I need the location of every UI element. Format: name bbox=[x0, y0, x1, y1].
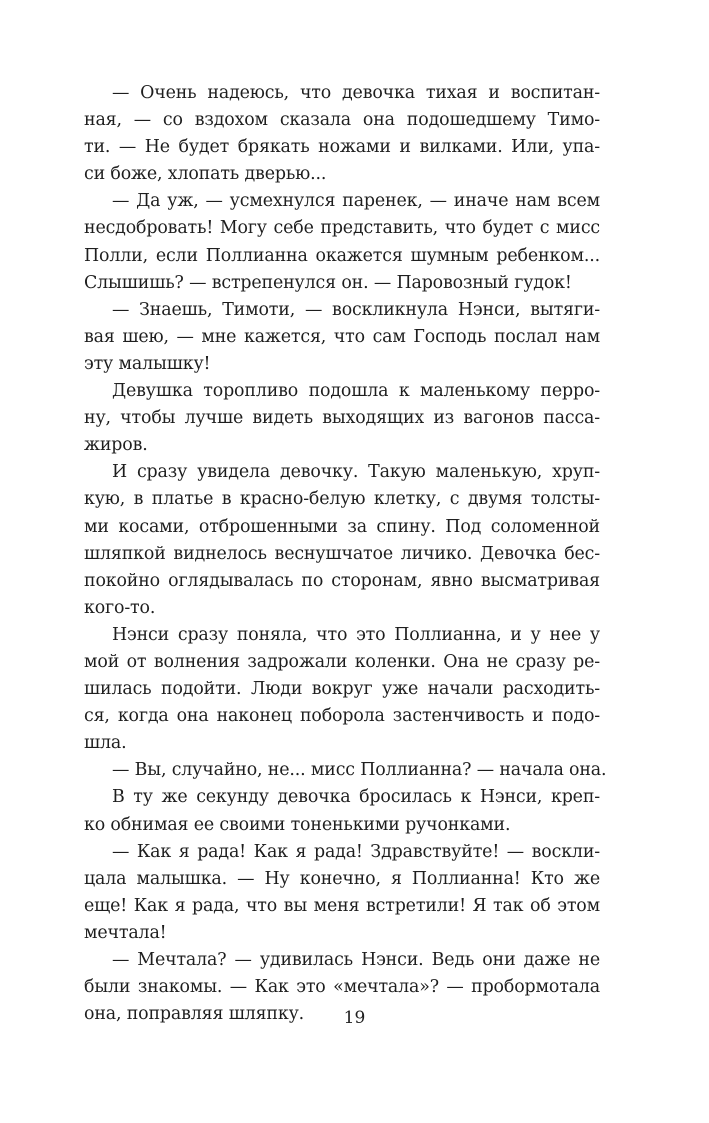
text-line: ну, чтобы лучше видеть выходящих из вагонов пасса- bbox=[84, 408, 600, 429]
text-line: — Как я рада! Как я рада! Здравствуйте! — воскли- bbox=[112, 841, 600, 862]
text-line: она, поправляя шляпку. bbox=[84, 1004, 305, 1025]
text-line: еще! Как я рада, что вы меня встретили! Я так об этом bbox=[84, 895, 600, 916]
text-line: мой от волнения задрожали коленки. Она не сразу ре- bbox=[84, 651, 600, 672]
text-line: — Вы, случайно, не... мисс Поллианна? — начала она. bbox=[112, 760, 607, 781]
text-line: шла. bbox=[84, 733, 127, 754]
page-body bbox=[84, 80, 607, 1028]
text-line: — Знаешь, Тимоти, — воскликнула Нэнси, вытяги- bbox=[112, 299, 600, 320]
text-line: си боже, хлопать дверью... bbox=[84, 164, 327, 185]
text-line: — Да уж, — усмехнулся паренек, — иначе нам всем bbox=[112, 191, 600, 212]
text-line: мечтала! bbox=[84, 922, 167, 943]
text-line: И сразу увидела девочку. Такую маленькую, хруп- bbox=[112, 462, 600, 483]
text-line: были знакомы. — Как это «мечтала»? — пробормотала bbox=[84, 977, 600, 998]
text-line: вая шею, — мне кажется, что сам Господь послал нам bbox=[84, 326, 600, 347]
text-line: ся, когда она наконец поборола застенчивость и подо- bbox=[84, 706, 600, 727]
text-line: кого-то. bbox=[84, 597, 156, 618]
text-line: цала малышка. — Ну конечно, я Поллианна! Кто же bbox=[84, 868, 600, 889]
text-line: — Мечтала? — удивилась Нэнси. Ведь они даже не bbox=[112, 950, 600, 970]
text-line: шляпкой виднелось веснушчатое личико. Девочка бес- bbox=[84, 543, 600, 564]
text-line: Полли, если Поллианна окажется шумным ребенком... bbox=[84, 245, 600, 266]
text-line: В ту же секунду девочка бросилась к Нэнси, креп- bbox=[112, 787, 600, 808]
text-line: эту малышку! bbox=[84, 353, 211, 374]
text-line: — Очень надеюсь, что девочка тихая и воспитан- bbox=[112, 83, 600, 103]
text-line: Нэнси сразу поняла, что это Поллианна, и у нее у bbox=[112, 624, 600, 645]
text-line: Девушка торопливо подошла к маленькому перро- bbox=[112, 381, 600, 402]
page-number: 19 bbox=[343, 1008, 366, 1028]
text-line: шилась подойти. Люди вокруг уже начали расходить- bbox=[84, 679, 600, 700]
text-line: ми косами, отброшенными за спину. Под соломенной bbox=[84, 516, 600, 537]
text-line: Слышишь? — встрепенулся он. — Паровозный гудок! bbox=[84, 272, 572, 293]
text-line: кую, в платье в красно-белую клетку, с двумя толсты- bbox=[84, 489, 600, 510]
text-line: несдобровать! Могу себе представить, что будет с мисс bbox=[84, 218, 600, 239]
text-line: жиров. bbox=[84, 435, 148, 456]
text-line: ко обнимая ее своими тоненькими ручонками. bbox=[84, 814, 511, 835]
text-line: ная, — со вздохом сказала она подошедшему Тимо- bbox=[84, 110, 600, 131]
text-line: покойно оглядывалась по сторонам, явно высматривая bbox=[84, 570, 600, 591]
text-line: ти. — Не будет брякать ножами и вилками. Или, упа- bbox=[84, 137, 600, 158]
